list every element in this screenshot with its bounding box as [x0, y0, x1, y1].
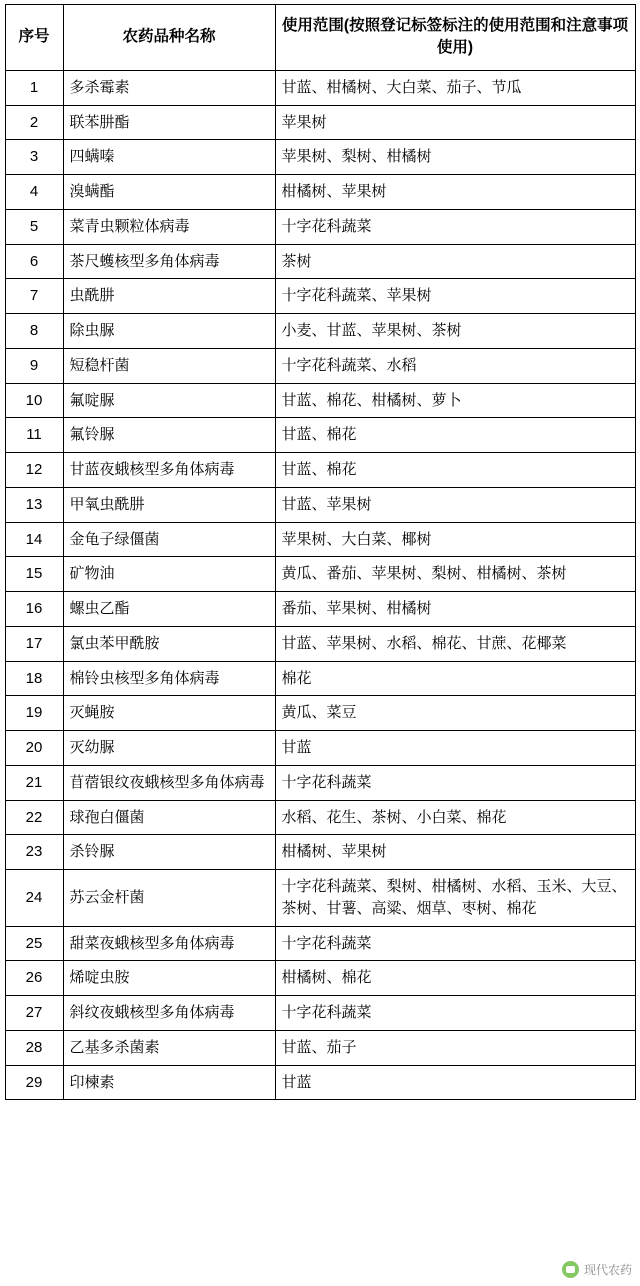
- table-header: [5, 5, 635, 71]
- cell-scope: 十字花科蔬菜: [275, 209, 635, 244]
- table-row: [5, 522, 635, 557]
- cell-scope: 十字花科蔬菜: [275, 996, 635, 1031]
- table-row: [5, 175, 635, 210]
- cell-name: 螺虫乙酯: [63, 592, 275, 627]
- cell-no: 21: [5, 765, 63, 800]
- cell-no: 29: [5, 1065, 63, 1100]
- cell-no: 14: [5, 522, 63, 557]
- cell-no: 20: [5, 731, 63, 766]
- cell-scope: 甘蓝、棉花: [275, 418, 635, 453]
- cell-no: 13: [5, 487, 63, 522]
- cell-scope: 十字花科蔬菜、水稻: [275, 348, 635, 383]
- cell-no: 9: [5, 348, 63, 383]
- cell-no: 28: [5, 1030, 63, 1065]
- cell-no: 16: [5, 592, 63, 627]
- table-row: [5, 140, 635, 175]
- cell-no: 5: [5, 209, 63, 244]
- cell-name: 棉铃虫核型多角体病毒: [63, 661, 275, 696]
- cell-scope: 苹果树: [275, 105, 635, 140]
- table-row: [5, 696, 635, 731]
- table-row: [5, 105, 635, 140]
- cell-name: 乙基多杀菌素: [63, 1030, 275, 1065]
- table-row: [5, 557, 635, 592]
- table-row: [5, 961, 635, 996]
- cell-no: 3: [5, 140, 63, 175]
- cell-name: 氟啶脲: [63, 383, 275, 418]
- cell-no: 24: [5, 870, 63, 927]
- pesticide-table: [5, 4, 636, 1100]
- cell-name: 除虫脲: [63, 314, 275, 349]
- cell-name: 苏云金杆菌: [63, 870, 275, 927]
- cell-scope: 甘蓝: [275, 1065, 635, 1100]
- cell-name: 甘蓝夜蛾核型多角体病毒: [63, 453, 275, 488]
- cell-name: 斜纹夜蛾核型多角体病毒: [63, 996, 275, 1031]
- cell-scope: 柑橘树、棉花: [275, 961, 635, 996]
- cell-name: 印楝素: [63, 1065, 275, 1100]
- cell-scope: 柑橘树、苹果树: [275, 175, 635, 210]
- cell-scope: 甘蓝、苹果树: [275, 487, 635, 522]
- cell-scope: 十字花科蔬菜: [275, 765, 635, 800]
- cell-name: 菜青虫颗粒体病毒: [63, 209, 275, 244]
- table-row: [5, 487, 635, 522]
- cell-no: 23: [5, 835, 63, 870]
- cell-name: 甜菜夜蛾核型多角体病毒: [63, 926, 275, 961]
- cell-scope: 苹果树、大白菜、椰树: [275, 522, 635, 557]
- cell-no: 17: [5, 626, 63, 661]
- cell-name: 多杀霉素: [63, 70, 275, 105]
- table-row: [5, 418, 635, 453]
- cell-scope: 十字花科蔬菜: [275, 926, 635, 961]
- cell-name: 茶尺蠖核型多角体病毒: [63, 244, 275, 279]
- watermark: [562, 1261, 632, 1278]
- table-row: [5, 244, 635, 279]
- cell-no: 1: [5, 70, 63, 105]
- cell-name: 联苯肼酯: [63, 105, 275, 140]
- cell-name: 矿物油: [63, 557, 275, 592]
- cell-no: 25: [5, 926, 63, 961]
- table-row: [5, 314, 635, 349]
- cell-name: 虫酰肼: [63, 279, 275, 314]
- cell-scope: 甘蓝、柑橘树、大白菜、茄子、节瓜: [275, 70, 635, 105]
- cell-name: 氟铃脲: [63, 418, 275, 453]
- table-row: [5, 279, 635, 314]
- cell-name: 烯啶虫胺: [63, 961, 275, 996]
- cell-name: 灭蝇胺: [63, 696, 275, 731]
- cell-name: 球孢白僵菌: [63, 800, 275, 835]
- cell-scope: 甘蓝、苹果树、水稻、棉花、甘蔗、花椰菜: [275, 626, 635, 661]
- table-row: [5, 661, 635, 696]
- cell-scope: 十字花科蔬菜、梨树、柑橘树、水稻、玉米、大豆、茶树、甘薯、高粱、烟草、枣树、棉花: [275, 870, 635, 927]
- cell-scope: 甘蓝、棉花: [275, 453, 635, 488]
- watermark-label: 现代农药: [583, 1263, 632, 1277]
- cell-name: 短稳杆菌: [63, 348, 275, 383]
- cell-no: 11: [5, 418, 63, 453]
- cell-no: 12: [5, 453, 63, 488]
- cell-no: 10: [5, 383, 63, 418]
- table-row: [5, 348, 635, 383]
- cell-scope: 柑橘树、苹果树: [275, 835, 635, 870]
- cell-scope: 十字花科蔬菜、苹果树: [275, 279, 635, 314]
- table-row: [5, 870, 635, 927]
- cell-scope: 黄瓜、番茄、苹果树、梨树、柑橘树、茶树: [275, 557, 635, 592]
- cell-scope: 甘蓝、茄子: [275, 1030, 635, 1065]
- column-header-no: 序号: [5, 5, 63, 71]
- column-header-name: 农药品种名称: [63, 5, 275, 71]
- cell-name: 甲氧虫酰肼: [63, 487, 275, 522]
- cell-scope: 甘蓝、棉花、柑橘树、萝卜: [275, 383, 635, 418]
- cell-scope: 水稻、花生、茶树、小白菜、棉花: [275, 800, 635, 835]
- cell-no: 27: [5, 996, 63, 1031]
- cell-no: 15: [5, 557, 63, 592]
- table-row: [5, 70, 635, 105]
- table-body: [5, 70, 635, 1100]
- cell-no: 8: [5, 314, 63, 349]
- table-row: [5, 835, 635, 870]
- cell-scope: 小麦、甘蓝、苹果树、茶树: [275, 314, 635, 349]
- cell-name: 灭幼脲: [63, 731, 275, 766]
- cell-no: 6: [5, 244, 63, 279]
- cell-name: 溴螨酯: [63, 175, 275, 210]
- table-row: [5, 996, 635, 1031]
- cell-scope: 番茄、苹果树、柑橘树: [275, 592, 635, 627]
- wechat-icon: [562, 1261, 579, 1278]
- table-row: [5, 453, 635, 488]
- cell-name: 四螨嗪: [63, 140, 275, 175]
- table-row: [5, 383, 635, 418]
- cell-no: 26: [5, 961, 63, 996]
- table-row: [5, 731, 635, 766]
- cell-no: 7: [5, 279, 63, 314]
- cell-scope: 棉花: [275, 661, 635, 696]
- table-row: [5, 800, 635, 835]
- table-row: [5, 592, 635, 627]
- table-row: [5, 209, 635, 244]
- column-header-scope: 使用范围(按照登记标签标注的使用范围和注意事项使用): [275, 5, 635, 71]
- table-row: [5, 926, 635, 961]
- cell-name: 氯虫苯甲酰胺: [63, 626, 275, 661]
- cell-no: 2: [5, 105, 63, 140]
- table-row: [5, 626, 635, 661]
- table-row: [5, 1030, 635, 1065]
- cell-no: 18: [5, 661, 63, 696]
- cell-no: 22: [5, 800, 63, 835]
- cell-name: 杀铃脲: [63, 835, 275, 870]
- table-row: [5, 1065, 635, 1100]
- cell-no: 19: [5, 696, 63, 731]
- table-row: [5, 765, 635, 800]
- cell-scope: 苹果树、梨树、柑橘树: [275, 140, 635, 175]
- cell-no: 4: [5, 175, 63, 210]
- cell-name: 苜蓿银纹夜蛾核型多角体病毒: [63, 765, 275, 800]
- cell-scope: 黄瓜、菜豆: [275, 696, 635, 731]
- cell-scope: 茶树: [275, 244, 635, 279]
- cell-scope: 甘蓝: [275, 731, 635, 766]
- cell-name: 金龟子绿僵菌: [63, 522, 275, 557]
- table-header-row: [5, 5, 635, 71]
